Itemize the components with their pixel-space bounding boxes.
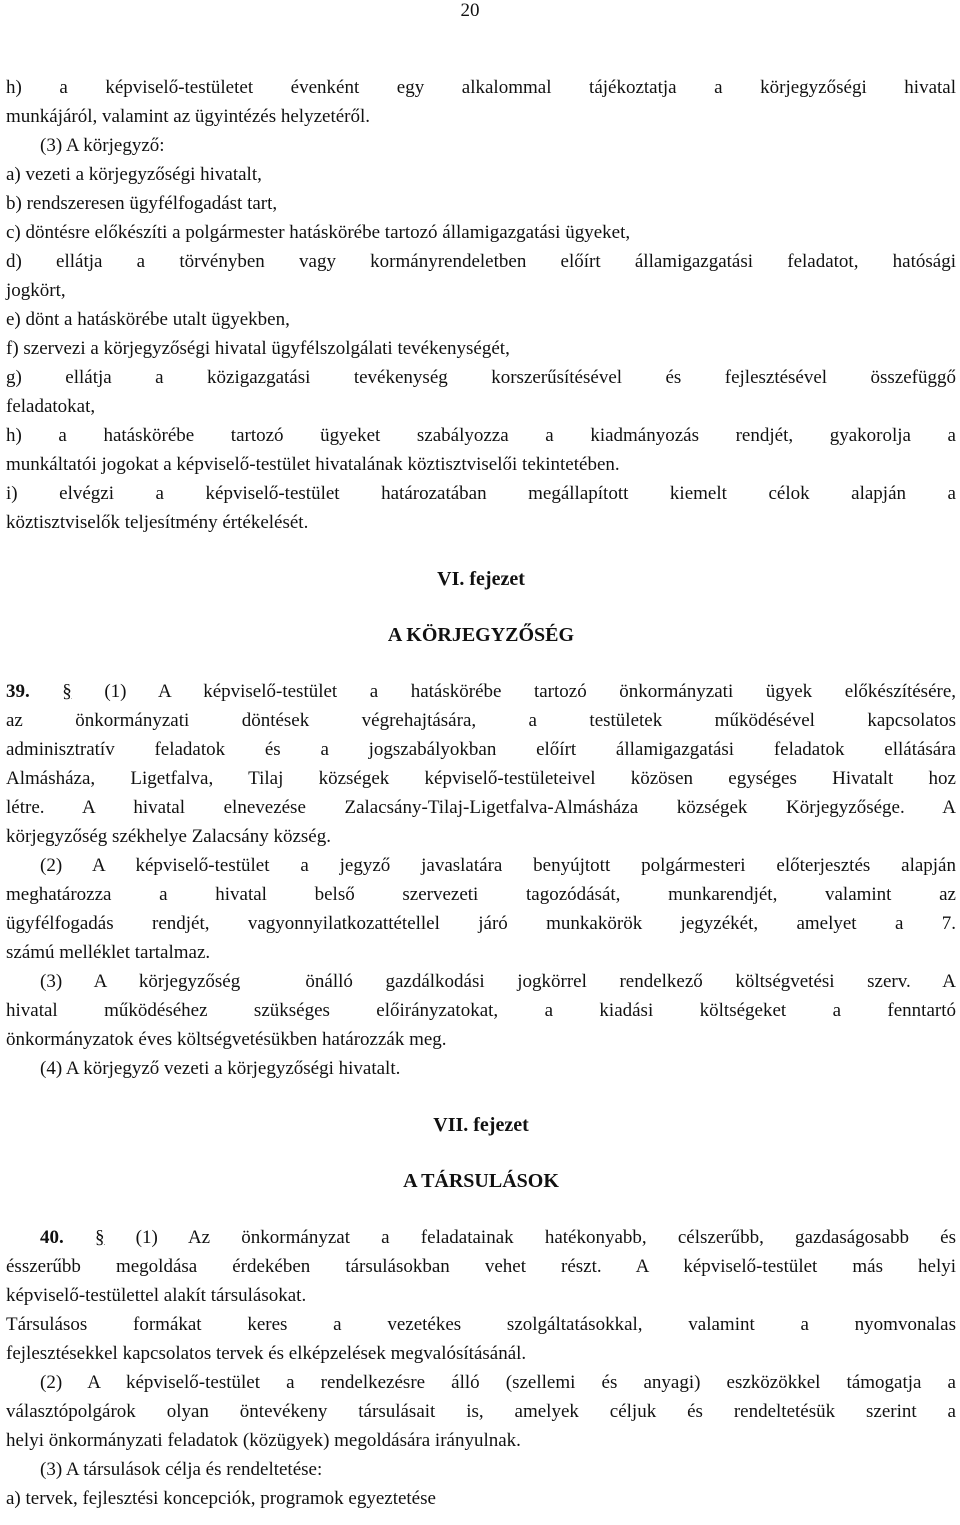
text-line: (3) A körjegyző: — [40, 135, 165, 156]
list-item-continued: jogkört, — [6, 280, 66, 301]
chapter-title: A KÖRJEGYZŐSÉG — [387, 624, 575, 646]
section-text: (1) Az önkormányzat a feladatainak hatékonyabb, célszerűbb, gazdaságosabb és — [135, 1227, 957, 1248]
text-line: (2) A képviselő-testület a jegyző javaslatára benyújtott polgármesteri előterjesztés alapján — [40, 855, 956, 876]
text-line: (3) A körjegyzőség önálló gazdálkodási jogkörrel rendelkező költségvetési szerv. A — [40, 971, 956, 992]
text-line: Társulásos formákat keres a vezetékes szolgáltatásokkal, valamint a nyomvonalas — [6, 1314, 956, 1335]
section-paragraph-line — [6, 1223, 956, 1252]
section-sign: § — [62, 681, 72, 702]
list-item: c) döntésre előkészíti a polgármester hatáskörébe tartozó államigazgatási ügyeket, — [6, 222, 631, 243]
list-item-continued: munkáltatói jogokat a képviselő-testület hivatalának köztisztviselői tekintetében. — [6, 454, 620, 475]
list-item: a) vezeti a körjegyzőségi hivatalt, — [6, 164, 262, 185]
text-line: Almásháza, Ligetfalva, Tilaj községek képviselő-testületeivel közösen egységes Hivatalt hoz — [6, 768, 956, 789]
chapter-title: A TÁRSULÁSOK — [403, 1170, 559, 1192]
section-number: 40. — [40, 1227, 64, 1248]
text-line: h) a képviselő-testületet évenként egy alkalommal tájékoztatja a körjegyzőségi hivatal — [6, 77, 956, 98]
chapter-label: VII. fejezet — [433, 1114, 529, 1136]
document-body — [6, 73, 956, 1513]
text-line: (4) A körjegyző vezeti a körjegyzőségi hivatalt. — [40, 1058, 401, 1079]
chapter-label: VI. fejezet — [437, 568, 525, 590]
text-line: adminisztratív feladatok és a jogszabályokban előírt államigazgatási feladatok ellátására — [6, 739, 956, 760]
section-paragraph-line — [6, 677, 956, 706]
text-line: képviselő-testülettel alakít társulásokat. — [6, 1285, 307, 1306]
text-line: (2) A képviselő-testület a rendelkezésre álló (szellemi és anyagi) eszközökkel támogatja a — [40, 1372, 956, 1393]
list-item: i) elvégzi a képviselő-testület határozatában megállapított kiemelt célok alapján a — [6, 483, 956, 504]
list-item: d) ellátja a törvényben vagy kormányrendeletben előírt államigazgatási feladatot, hatósági — [6, 251, 956, 272]
text-line: választópolgárok olyan öntevékeny társulásait is, amelyek céljuk és rendeltetésük szerint a — [6, 1401, 956, 1422]
text-line: fejlesztésekkel kapcsolatos tervek és elképzelések megvalósításánál. — [6, 1343, 527, 1364]
list-item: e) dönt a hatáskörébe utalt ügyekben, — [6, 309, 290, 330]
section-number: 39. — [6, 681, 30, 702]
text-line: önkormányzatok éves költségvetésükben határozzák meg. — [6, 1029, 447, 1050]
text-line: hivatal működéséhez szükséges előirányzatokat, a kiadási költségeket a fenntartó — [6, 1000, 956, 1021]
list-item: a) tervek, fejlesztési koncepciók, programok egyeztetése — [6, 1488, 436, 1509]
text-line: (3) A társulások célja és rendeltetése: — [40, 1459, 323, 1480]
text-line: helyi önkormányzati feladatok (közügyek) megoldására irányulnak. — [6, 1430, 521, 1451]
list-item-continued: feladatokat, — [6, 396, 96, 417]
section-sign: § — [94, 1227, 105, 1248]
text-line: az önkormányzati döntések végrehajtására, a testületek működésével kapcsolatos — [6, 710, 956, 731]
text-line: meghatározza a hivatal belső szervezeti tagozódását, munkarendjét, valamint az — [6, 884, 956, 905]
list-item: f) szervezi a körjegyzőségi hivatal ügyfélszolgálati tevékenységét, — [6, 338, 510, 359]
list-item: b) rendszeresen ügyfélfogadást tart, — [6, 193, 278, 214]
text-line: körjegyzőség székhelye Zalacsány község. — [6, 826, 331, 847]
text-line: ésszerűbb megoldása érdekében társulásokban vehet részt. A képviselő-testület más helyi — [6, 1256, 956, 1277]
list-item-continued: köztisztviselők teljesítmény értékelését. — [6, 512, 309, 533]
text-line: létre. A hivatal elnevezése Zalacsány-Tilaj-Ligetfalva-Almásháza községek Körjegyzősége. A — [6, 797, 956, 818]
text-line: ügyfélfogadás rendjét, vagyonnyilatkozattétellel járó munkakörök jegyzékét, amelyet a 7. — [6, 913, 956, 934]
section-text: (1) A képviselő-testület a hatáskörébe tartozó önkormányzati ügyek előkészítésére, — [104, 681, 957, 702]
text-line: számú melléklet tartalmaz. — [6, 942, 211, 963]
list-item: g) ellátja a közigazgatási tevékenység korszerűsítésével és fejlesztésével összefüggő — [6, 367, 956, 388]
page-number: 20 — [460, 0, 480, 21]
text-line: munkájáról, valamint az ügyintézés helyzetéről. — [6, 106, 371, 127]
list-item: h) a hatáskörébe tartozó ügyeket szabályozza a kiadmányozás rendjét, gyakorolja a — [6, 425, 956, 446]
